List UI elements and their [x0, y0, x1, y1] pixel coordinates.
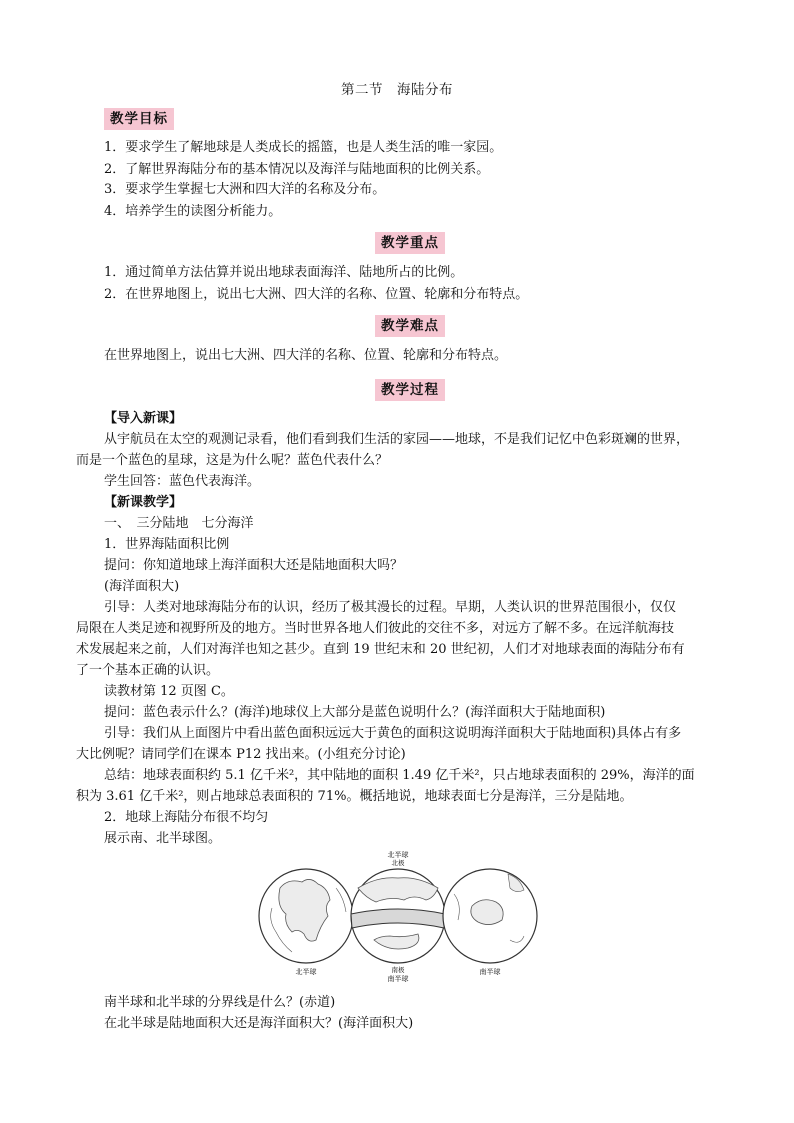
page-title: 第二节 海陆分布: [341, 82, 453, 98]
question-3: 南半球和北半球的分界线是什么？(赤道): [104, 995, 336, 1010]
question-1: 提问：你知道地球上海洋面积大还是陆地面积大吗？: [104, 558, 404, 573]
intro-student-answer: 学生回答：蓝色代表海洋。: [104, 474, 261, 489]
answer-1: (海洋面积大): [104, 579, 180, 594]
badge-teaching-goals: 教学目标: [104, 108, 174, 130]
heading-intro: 【导入新课】: [104, 411, 183, 426]
guide-2-line-2: 大比例呢？请同学们在课本 P12 找出来。(小组充分讨论): [76, 747, 406, 762]
focus-item-1: 1．通过简单方法估算并说出地球表面海洋、陆地所占的比例。: [104, 265, 464, 280]
fig-label-mid-1: 南极: [391, 966, 405, 974]
fig-label-top-2: 北极: [391, 859, 405, 867]
summary-line-2: 积为 3.61 亿千米²，则占地球总表面积的 71%。概括地说，地球表面七分是海洋，三分是陆地。: [76, 789, 633, 804]
guide-1-line-2: 局限在人类足迹和视野所及的地方。当时世界各地人们彼此的交往不多，对远方了解不多。在远洋航海技: [76, 621, 675, 636]
intro-paragraph-line-2: 而是一个蓝色的星球，这是为什么呢？蓝色代表什么？: [76, 453, 389, 468]
hemisphere-maps-figure: [258, 848, 538, 988]
fig-label-mid-2: 南半球: [387, 975, 409, 983]
fig-label-top-1: 北半球: [387, 851, 409, 859]
section-1-heading: 一、 三分陆地 七分海洋: [104, 516, 254, 531]
focus-item-2: 2．在世界地图上，说出七大洲、四大洋的名称、位置、轮廓和分布特点。: [104, 287, 529, 302]
subsection-2-heading: 2．地球上海陆分布很不均匀: [104, 810, 269, 825]
goal-item-1: 1．要求学生了解地球是人类成长的摇篮，也是人类生活的唯一家园。: [104, 140, 503, 155]
guide-1-line-3: 术发展起来之前，人们对海洋也知之甚少。直到 19 世纪末和 20 世纪初，人们才对地球表面的海陆分布有: [76, 642, 685, 657]
read-textbook: 读教材第 12 页图 C。: [104, 684, 234, 699]
fig-label-left: 北半球: [295, 968, 317, 976]
guide-1-line-4: 了一个基本正确的认识。: [76, 663, 220, 678]
guide-1-line-1: 引导：人类对地球海陆分布的认识，经历了极其漫长的过程。早期，人类认识的世界范围很小，仅仅: [104, 600, 677, 615]
badge-teaching-focus: 教学重点: [375, 232, 445, 254]
goal-item-2: 2．了解世界海陆分布的基本情况以及海洋与陆地面积的比例关系。: [104, 162, 490, 177]
summary-line-1: 总结：地球表面积约 5.1 亿千米²，其中陆地的面积 1.49 亿千米²，只占地球表面积的 29%，海洋的面: [104, 768, 695, 783]
globe-northern-hemisphere: [259, 869, 353, 963]
show-hemisphere-maps: 展示南、北半球图。: [104, 831, 222, 846]
heading-new-lesson: 【新课教学】: [104, 495, 183, 510]
question-4: 在北半球是陆地面积大还是海洋面积大？(海洋面积大): [104, 1016, 414, 1031]
intro-paragraph-line-1: 从宇航员在太空的观测记录看，他们看到我们生活的家园——地球，不是我们记忆中色彩斑斓的世界，: [104, 432, 690, 447]
globe-equator-view: [351, 869, 445, 963]
fig-label-right: 南半球: [479, 968, 501, 976]
goal-item-3: 3．要求学生掌握七大洲和四大洋的名称及分布。: [104, 182, 386, 197]
globe-southern-hemisphere: [443, 869, 537, 963]
guide-2-line-1: 引导：我们从上面图片中看出蓝色面积远远大于黄色的面积这说明海洋面积大于陆地面积)具体占有多: [104, 726, 682, 741]
badge-teaching-process: 教学过程: [375, 379, 445, 401]
difficulty-text: 在世界地图上，说出七大洲、四大洋的名称、位置、轮廓和分布特点。: [104, 348, 508, 363]
goal-item-4: 4．培养学生的读图分析能力。: [104, 204, 282, 219]
question-2: 提问：蓝色表示什么？(海洋)地球仪上大部分是蓝色说明什么？(海洋面积大于陆地面积): [104, 705, 606, 720]
badge-teaching-difficulty: 教学难点: [375, 315, 445, 337]
subsection-1-heading: 1．世界海陆面积比例: [104, 537, 230, 552]
